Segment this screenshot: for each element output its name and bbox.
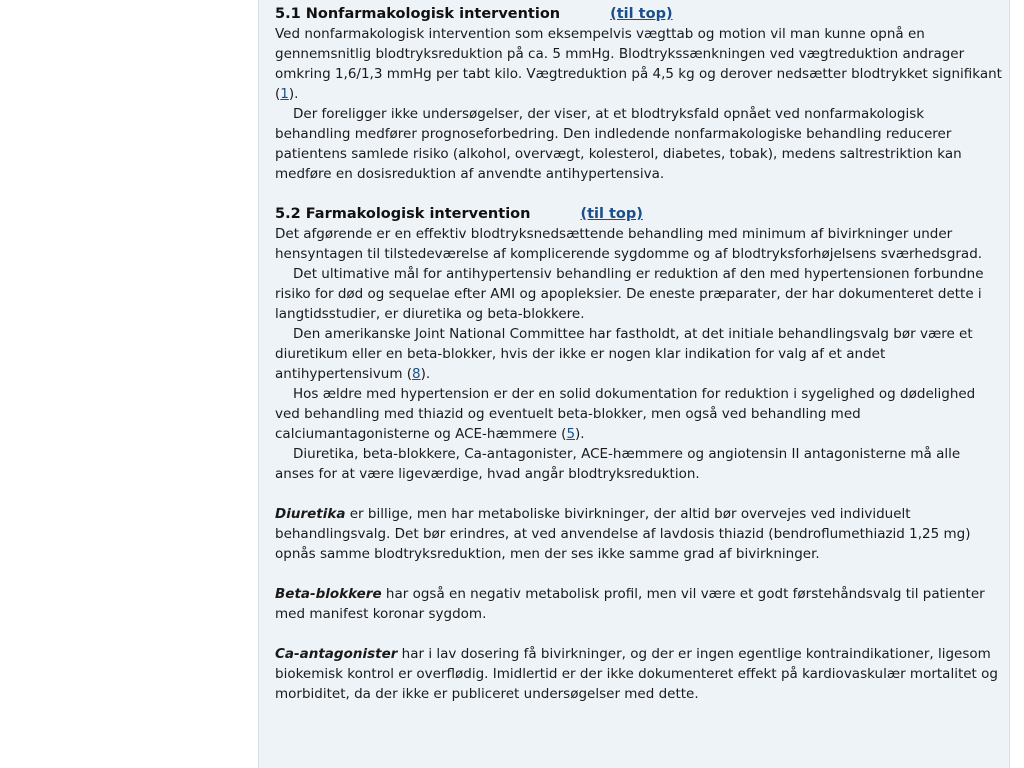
paragraph-text: er billige, men har metaboliske bivirkninger, der altid bør overvejes ved individuelt behandlingsvalg. Det bør erindres, at ved anvendelse af lavdosis thiazid (bendroflumethiazid 1,25 mg) opnås samme blodtryksreduktion, men der ses ikke samme grad af bivirkninger. [275, 506, 971, 562]
paragraph: Det ultimative mål for antihypertensiv behandling er reduktion af den med hypertensionen forbundne risiko for død og sequelae efter AMI og apopleksier. De eneste præparater, der har dokumenteret dette i langtidsstudier, er diuretika og beta-blokkere. [275, 266, 984, 322]
section-5-1-heading: 5.1 Nonfarmakologisk intervention [275, 6, 561, 22]
paragraph-text: Hos ældre med hypertension er der en solid dokumentation for reduktion i sygelighed og dødelighed ved behandling med thiazid og eventuelt beta-blokker, men også ved behandling med calciumantagonisterne og ACE-hæmmere ( [275, 386, 976, 442]
section-5-2-header [275, 204, 1003, 224]
paragraph [275, 24, 1003, 104]
beta-blokkere-paragraph [275, 584, 1003, 624]
paragraph-text: ). [288, 86, 299, 102]
spacer [275, 184, 1003, 204]
paragraph: Diuretika, beta-blokkere, Ca-antagonister, ACE-hæmmere og angiotensin II antagonisterne må alle anses for at være ligeværdige, hvad angår blodtryksreduktion. [275, 446, 961, 482]
top-link-5-2[interactable]: (til top) [580, 206, 643, 222]
paragraph-text: Den amerikanske Joint National Committee har fastholdt, at det initiale behandlingsvalg bør være et diuretikum eller en beta-blokker, hvis der ikke er nogen klar indikation for valg af et andet antihypertensivum ( [275, 326, 973, 382]
ca-antagonister-paragraph [275, 644, 1003, 704]
paragraph-text: ). [575, 426, 585, 442]
spacer [275, 484, 1003, 504]
spacer [275, 624, 1003, 644]
paragraph: Der foreligger ikke undersøgelser, der viser, at et blodtryksfald opnået ved nonfarmakologisk behandling medfører prognoseforbedring. Den indledende nonfarmakologiske behandling reducerer patientens samlede risiko (alkohol, overvægt, kolesterol, diabetes, tobak), medens saltrestriktion kan medføre en dosisreduktion af anvendte antihypertensiva. [275, 106, 962, 182]
paragraph: Det afgørende er en effektiv blodtryksnedsættende behandling med minimum af bivirkninger under hensyntagen til tilstedeværelse af komplicerende sygdomme og af blodtryksforhøjelsens sværhedsgrad. [275, 226, 983, 262]
drug-term: Ca-antagonister [275, 646, 398, 662]
paragraph-text: har i lav dosering få bivirkninger, og der er ingen egentlige kontraindikationer, ligesom biokemisk kontrol er overflødig. Imidlertid er der ikke dokumenteret effekt på kardiovaskulær mortalitet og morbiditet, da der ikke er publiceret undersøgelser med dette. [275, 646, 998, 702]
drug-term: Diuretika [275, 506, 346, 522]
paragraph [275, 384, 1003, 444]
content-panel [258, 0, 1010, 768]
article-body [275, 4, 1003, 704]
paragraph-text: har også en negativ metabolisk profil, men vil være et godt førstehåndsvalg til patienter med manifest koronar sygdom. [275, 586, 985, 622]
reference-link[interactable]: 5 [566, 426, 576, 442]
paragraph-text: ). [420, 366, 431, 382]
reference-link[interactable]: 8 [412, 366, 421, 382]
paragraph-text: Ved nonfarmakologisk intervention som eksempelvis vægttab og motion vil man kunne opnå en gennemsnitlig blodtryksreduktion på ca. 5 mmHg. Blodtrykssænkningen ved vægtreduktion andrager omkring 1,6/1,3 mmHg per tabt kilo. Vægtreduktion på 4,5 kg og derover nedsætter blodtrykket signifikant ( [275, 26, 1002, 102]
section-5-1-header [275, 4, 1003, 24]
top-link-5-1[interactable]: (til top) [610, 6, 673, 22]
drug-term: Beta-blokkere [275, 586, 382, 602]
paragraph [275, 324, 1003, 384]
section-5-2-heading: 5.2 Farmakologisk intervention [275, 206, 531, 222]
spacer [275, 564, 1003, 584]
diuretika-paragraph [275, 504, 1003, 564]
reference-link[interactable]: 1 [280, 86, 289, 102]
